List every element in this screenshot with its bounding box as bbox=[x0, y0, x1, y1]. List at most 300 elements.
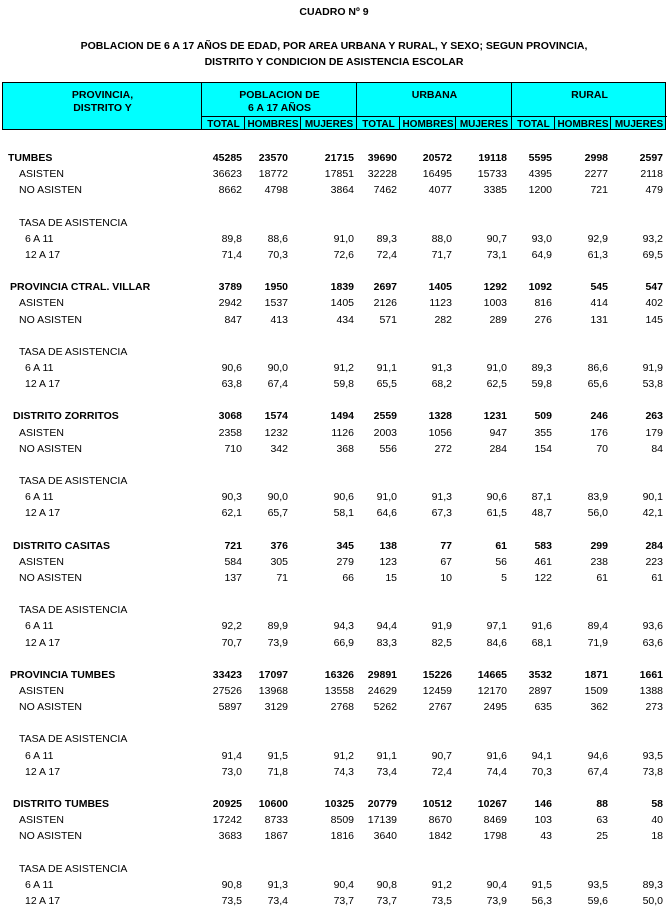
cell-value: 137 bbox=[224, 571, 242, 584]
subtitle-line-2: DISTRITO Y CONDICION DE ASISTENCIA ESCOLAR bbox=[204, 56, 464, 68]
cell-value: 238 bbox=[590, 555, 608, 568]
table-row bbox=[0, 215, 668, 231]
cell-value: 276 bbox=[534, 313, 552, 326]
cell-value: 8509 bbox=[330, 814, 354, 827]
cell-value: 7462 bbox=[373, 184, 397, 197]
row-label: 6 A 11 bbox=[25, 361, 54, 374]
table-row bbox=[0, 796, 668, 812]
cell-value: 91,1 bbox=[376, 749, 397, 762]
row-label: NO ASISTEN bbox=[19, 830, 83, 843]
cell-value: 72,4 bbox=[431, 765, 452, 778]
cell-value: 73,0 bbox=[221, 765, 242, 778]
row-label: ASISTEN bbox=[19, 814, 64, 827]
cell-value: 90,7 bbox=[486, 232, 507, 245]
table-header bbox=[2, 82, 666, 130]
row-label: PROVINCIA TUMBES bbox=[10, 668, 116, 681]
cell-value: 97,1 bbox=[486, 620, 507, 633]
table-row bbox=[0, 182, 668, 198]
row-label: TASA DE ASISTENCIA bbox=[19, 862, 128, 875]
cell-value: 91,2 bbox=[333, 361, 354, 374]
cell-value: 93,2 bbox=[642, 232, 663, 245]
cell-value: 289 bbox=[489, 313, 507, 326]
row-label: DISTRITO CASITAS bbox=[13, 539, 111, 552]
cell-value: 63,8 bbox=[221, 378, 242, 391]
cell-value: 61,3 bbox=[587, 248, 608, 261]
cell-value: 18 bbox=[651, 830, 663, 843]
cell-value: 91,4 bbox=[221, 749, 242, 762]
cell-value: 94,1 bbox=[531, 749, 552, 762]
cell-value: 90,0 bbox=[267, 361, 288, 374]
cell-value: 20925 bbox=[212, 798, 242, 810]
table-row bbox=[0, 586, 668, 602]
cell-value: 545 bbox=[590, 281, 608, 294]
cell-value: 123 bbox=[379, 555, 397, 568]
cell-value: 83,3 bbox=[376, 636, 397, 649]
table-row bbox=[0, 618, 668, 634]
cell-value: 362 bbox=[590, 701, 608, 714]
table-row bbox=[0, 166, 668, 182]
cell-value: 91,0 bbox=[333, 232, 354, 245]
table-row bbox=[0, 425, 668, 441]
cell-value: 17242 bbox=[212, 814, 242, 827]
cell-value: 3640 bbox=[373, 830, 397, 843]
cell-value: 1405 bbox=[330, 297, 354, 310]
cell-value: 5595 bbox=[528, 152, 552, 164]
cell-value: 413 bbox=[270, 313, 288, 326]
cell-value: 73,1 bbox=[486, 248, 507, 261]
row-label: NO ASISTEN bbox=[19, 184, 83, 197]
row-label: 12 A 17 bbox=[25, 765, 61, 778]
cell-value: 91,5 bbox=[531, 878, 552, 891]
header-sub-hombres: HOMBRES bbox=[557, 119, 609, 130]
cell-value: 1661 bbox=[639, 668, 663, 681]
header-rule bbox=[202, 116, 667, 117]
cell-value: 65,6 bbox=[587, 378, 608, 391]
cell-value: 1232 bbox=[264, 426, 288, 439]
cell-value: 84 bbox=[651, 442, 663, 455]
cell-value: 50,0 bbox=[642, 894, 663, 907]
cell-value: 39690 bbox=[367, 152, 397, 164]
cell-value: 1950 bbox=[264, 281, 288, 294]
header-urbana: URBANA bbox=[411, 89, 458, 101]
row-label: NO ASISTEN bbox=[19, 571, 83, 584]
cell-value: 1574 bbox=[264, 410, 288, 423]
cell-value: 345 bbox=[336, 539, 354, 552]
cell-value: 67,4 bbox=[267, 378, 288, 391]
cell-value: 355 bbox=[534, 426, 552, 439]
cell-value: 94,3 bbox=[333, 620, 354, 633]
cell-value: 1494 bbox=[330, 410, 354, 423]
cell-value: 61 bbox=[495, 539, 507, 552]
row-label: 12 A 17 bbox=[25, 378, 61, 391]
cell-value: 67 bbox=[440, 555, 452, 568]
cell-value: 91,3 bbox=[431, 491, 452, 504]
cell-value: 90,0 bbox=[267, 491, 288, 504]
cell-value: 91,0 bbox=[376, 491, 397, 504]
cell-value: 89,3 bbox=[531, 361, 552, 374]
cell-value: 56,0 bbox=[587, 507, 608, 520]
cell-value: 17851 bbox=[324, 168, 354, 181]
row-label: NO ASISTEN bbox=[19, 313, 83, 326]
cell-value: 63,6 bbox=[642, 636, 663, 649]
cell-value: 1388 bbox=[639, 684, 663, 697]
cell-value: 67,4 bbox=[587, 765, 608, 778]
cell-value: 10 bbox=[440, 571, 452, 584]
cell-value: 547 bbox=[645, 281, 663, 294]
row-label: 6 A 11 bbox=[25, 878, 54, 891]
cell-value: 2998 bbox=[584, 152, 608, 164]
subtitle-line-1: POBLACION DE 6 A 17 AÑOS DE EDAD, POR AREA URBANA Y RURAL, Y SEXO; SEGUN PROVINCIA, bbox=[80, 40, 588, 52]
table-row bbox=[0, 295, 668, 311]
table-row bbox=[0, 328, 668, 344]
cell-value: 1871 bbox=[584, 668, 608, 681]
cell-value: 3864 bbox=[330, 184, 354, 197]
cell-value: 74,4 bbox=[486, 765, 507, 778]
cell-value: 73,5 bbox=[221, 894, 242, 907]
cell-value: 19118 bbox=[478, 152, 507, 164]
cell-value: 61 bbox=[651, 571, 663, 584]
cell-value: 65,5 bbox=[376, 378, 397, 391]
cell-value: 65,7 bbox=[267, 507, 288, 520]
cell-value: 82,5 bbox=[431, 636, 452, 649]
cell-value: 284 bbox=[489, 442, 507, 455]
cell-value: 53,8 bbox=[642, 378, 663, 391]
cell-value: 263 bbox=[645, 410, 663, 423]
cell-value: 91,6 bbox=[531, 620, 552, 633]
table-row bbox=[0, 505, 668, 521]
cell-value: 2277 bbox=[584, 168, 608, 181]
cell-value: 2495 bbox=[483, 701, 507, 714]
cell-value: 1842 bbox=[428, 830, 452, 843]
table-row bbox=[0, 457, 668, 473]
cell-value: 176 bbox=[590, 426, 608, 439]
table-row bbox=[0, 602, 668, 618]
cell-value: 90,4 bbox=[333, 878, 354, 891]
cell-value: 89,4 bbox=[587, 620, 608, 633]
cell-value: 89,8 bbox=[221, 232, 242, 245]
cell-value: 2358 bbox=[218, 426, 242, 439]
cell-value: 10512 bbox=[422, 798, 452, 810]
cell-value: 73,4 bbox=[267, 894, 288, 907]
table-row bbox=[0, 263, 668, 279]
cell-value: 1292 bbox=[483, 281, 507, 294]
table-title: CUADRO Nº 9 bbox=[299, 6, 369, 18]
table-row bbox=[0, 764, 668, 780]
cell-value: 2559 bbox=[373, 410, 397, 423]
cell-value: 122 bbox=[534, 571, 552, 584]
cell-value: 847 bbox=[224, 313, 242, 326]
cell-value: 342 bbox=[270, 442, 288, 455]
cell-value: 414 bbox=[590, 297, 608, 310]
cell-value: 10600 bbox=[258, 798, 288, 810]
cell-value: 70,7 bbox=[221, 636, 242, 649]
table-row bbox=[0, 877, 668, 893]
cell-value: 2003 bbox=[373, 426, 397, 439]
table-row bbox=[0, 554, 668, 570]
cell-value: 1798 bbox=[483, 830, 507, 843]
cell-value: 71,4 bbox=[221, 248, 242, 261]
table-row bbox=[0, 667, 668, 683]
cell-value: 223 bbox=[645, 555, 663, 568]
header-sub-total: TOTAL bbox=[207, 119, 240, 130]
table-row bbox=[0, 231, 668, 247]
cell-value: 70 bbox=[596, 442, 608, 455]
cell-value: 1231 bbox=[483, 410, 507, 423]
cell-value: 71 bbox=[276, 571, 288, 584]
cell-value: 91,6 bbox=[486, 749, 507, 762]
cell-value: 91,9 bbox=[431, 620, 452, 633]
cell-value: 20572 bbox=[422, 152, 452, 164]
cell-value: 816 bbox=[534, 297, 552, 310]
cell-value: 131 bbox=[590, 313, 608, 326]
row-label: PROVINCIA CTRAL. VILLAR bbox=[10, 281, 151, 294]
cell-value: 73,5 bbox=[431, 894, 452, 907]
cell-value: 83,9 bbox=[587, 491, 608, 504]
cell-value: 91,0 bbox=[486, 361, 507, 374]
cell-value: 84,6 bbox=[486, 636, 507, 649]
cell-value: 72,6 bbox=[333, 248, 354, 261]
row-label: TASA DE ASISTENCIA bbox=[19, 345, 128, 358]
cell-value: 90,4 bbox=[486, 878, 507, 891]
cell-value: 8662 bbox=[218, 184, 242, 197]
cell-value: 15733 bbox=[477, 168, 507, 181]
cell-value: 20779 bbox=[367, 798, 397, 810]
cell-value: 272 bbox=[434, 442, 452, 455]
cell-value: 10267 bbox=[477, 798, 507, 810]
cell-value: 87,1 bbox=[531, 491, 552, 504]
cell-value: 86,6 bbox=[587, 361, 608, 374]
cell-value: 1405 bbox=[428, 281, 452, 294]
cell-value: 1200 bbox=[528, 184, 552, 197]
cell-value: 2126 bbox=[373, 297, 397, 310]
cell-value: 59,8 bbox=[531, 378, 552, 391]
cell-value: 710 bbox=[224, 442, 242, 455]
cell-value: 3789 bbox=[218, 281, 242, 294]
table-row bbox=[0, 812, 668, 828]
cell-value: 2897 bbox=[528, 684, 552, 697]
cell-value: 70,3 bbox=[267, 248, 288, 261]
cell-value: 571 bbox=[379, 313, 397, 326]
table-row bbox=[0, 360, 668, 376]
cell-value: 59,6 bbox=[587, 894, 608, 907]
cell-value: 146 bbox=[534, 798, 552, 810]
row-label: 6 A 11 bbox=[25, 749, 54, 762]
cell-value: 90,3 bbox=[221, 491, 242, 504]
cell-value: 90,8 bbox=[221, 878, 242, 891]
header-sub-mujeres: MUJERES bbox=[304, 119, 354, 130]
cell-value: 1839 bbox=[330, 281, 354, 294]
cell-value: 93,5 bbox=[587, 878, 608, 891]
cell-value: 145 bbox=[645, 313, 663, 326]
cell-value: 1123 bbox=[429, 297, 452, 310]
cell-value: 91,5 bbox=[267, 749, 288, 762]
row-label: TUMBES bbox=[8, 152, 53, 164]
cell-value: 62,5 bbox=[486, 378, 507, 391]
table-row bbox=[0, 715, 668, 731]
cell-value: 91,9 bbox=[642, 361, 663, 374]
cell-value: 68,2 bbox=[431, 378, 452, 391]
table-row bbox=[0, 521, 668, 537]
header-provincia: PROVINCIA, DISTRITO Y bbox=[71, 89, 134, 114]
cell-value: 23570 bbox=[258, 152, 288, 164]
cell-value: 93,0 bbox=[531, 232, 552, 245]
cell-value: 68,1 bbox=[531, 636, 552, 649]
table-row bbox=[0, 441, 668, 457]
cell-value: 16326 bbox=[324, 668, 354, 681]
table-row bbox=[0, 699, 668, 715]
table-row bbox=[0, 893, 668, 909]
cell-value: 12459 bbox=[422, 684, 452, 697]
cell-value: 1816 bbox=[330, 830, 354, 843]
table-row bbox=[0, 376, 668, 392]
cell-value: 305 bbox=[270, 555, 288, 568]
cell-value: 42,1 bbox=[642, 507, 663, 520]
table-subtitle bbox=[0, 38, 668, 70]
cell-value: 3385 bbox=[483, 184, 507, 197]
cell-value: 10325 bbox=[324, 798, 354, 810]
cell-value: 17139 bbox=[367, 814, 397, 827]
cell-value: 461 bbox=[534, 555, 552, 568]
cell-value: 90,6 bbox=[333, 491, 354, 504]
table-row bbox=[0, 731, 668, 747]
cell-value: 73,9 bbox=[486, 894, 507, 907]
header-poblacion: POBLACION DE 6 A 17 AÑOS bbox=[239, 89, 320, 114]
cell-value: 89,9 bbox=[267, 620, 288, 633]
cell-value: 1509 bbox=[584, 684, 608, 697]
table-row bbox=[0, 538, 668, 554]
cell-value: 71,9 bbox=[587, 636, 608, 649]
cell-value: 368 bbox=[336, 442, 354, 455]
row-label: ASISTEN bbox=[19, 168, 64, 181]
cell-value: 2597 bbox=[639, 152, 663, 164]
cell-value: 2697 bbox=[373, 281, 397, 294]
cell-value: 40 bbox=[651, 814, 663, 827]
header-sub-total: TOTAL bbox=[362, 119, 395, 130]
cell-value: 13558 bbox=[324, 684, 354, 697]
row-label: 6 A 11 bbox=[25, 491, 54, 504]
cell-value: 63 bbox=[596, 814, 608, 827]
cell-value: 64,6 bbox=[376, 507, 397, 520]
table-row bbox=[0, 392, 668, 408]
cell-value: 61,5 bbox=[486, 507, 507, 520]
row-label: TASA DE ASISTENCIA bbox=[19, 604, 128, 617]
cell-value: 15226 bbox=[422, 668, 452, 681]
row-label: 6 A 11 bbox=[25, 232, 54, 245]
row-label: TASA DE ASISTENCIA bbox=[19, 475, 128, 487]
table-row bbox=[0, 344, 668, 360]
cell-value: 58,1 bbox=[333, 507, 354, 520]
row-label: ASISTEN bbox=[19, 555, 64, 568]
cell-value: 89,3 bbox=[376, 232, 397, 245]
cell-value: 13968 bbox=[258, 684, 288, 697]
cell-value: 59,8 bbox=[333, 378, 354, 391]
cell-value: 91,3 bbox=[431, 361, 452, 374]
cell-value: 73,7 bbox=[333, 894, 354, 907]
table-row bbox=[0, 748, 668, 764]
cell-value: 43 bbox=[540, 830, 552, 843]
cell-value: 18772 bbox=[258, 168, 288, 181]
cell-value: 92,9 bbox=[587, 232, 608, 245]
cell-value: 93,6 bbox=[642, 620, 663, 633]
cell-value: 89,3 bbox=[642, 878, 663, 891]
cell-value: 8733 bbox=[264, 814, 288, 827]
table-row bbox=[0, 844, 668, 860]
cell-value: 61 bbox=[596, 571, 608, 584]
row-label: NO ASISTEN bbox=[19, 701, 83, 714]
header-sub-total: TOTAL bbox=[517, 119, 550, 130]
header-rural: RURAL bbox=[571, 89, 608, 101]
cell-value: 3683 bbox=[218, 830, 242, 843]
table-row bbox=[0, 828, 668, 844]
table-row bbox=[0, 489, 668, 505]
row-label: ASISTEN bbox=[19, 426, 64, 439]
header-sub-hombres: HOMBRES bbox=[247, 119, 299, 130]
cell-value: 14665 bbox=[477, 668, 507, 681]
cell-value: 24629 bbox=[367, 684, 397, 697]
cell-value: 1056 bbox=[428, 426, 452, 439]
row-label: NO ASISTEN bbox=[19, 442, 83, 455]
table-row bbox=[0, 635, 668, 651]
cell-value: 947 bbox=[489, 426, 507, 439]
row-label: 6 A 11 bbox=[25, 620, 54, 633]
cell-value: 73,4 bbox=[376, 765, 397, 778]
cell-value: 73,9 bbox=[267, 636, 288, 649]
cell-value: 273 bbox=[645, 701, 663, 714]
cell-value: 4798 bbox=[264, 184, 288, 197]
table-row bbox=[0, 198, 668, 214]
row-label: 12 A 17 bbox=[25, 894, 61, 907]
cell-value: 376 bbox=[270, 539, 288, 552]
row-label: ASISTEN bbox=[19, 297, 64, 310]
cell-value: 635 bbox=[534, 701, 552, 714]
cell-value: 179 bbox=[645, 426, 663, 439]
table-row bbox=[0, 683, 668, 699]
cell-value: 402 bbox=[645, 297, 663, 310]
cell-value: 74,3 bbox=[333, 765, 354, 778]
cell-value: 88 bbox=[596, 798, 608, 810]
table-row bbox=[0, 473, 668, 489]
cell-value: 90,1 bbox=[642, 491, 663, 504]
cell-value: 434 bbox=[336, 313, 354, 326]
cell-value: 279 bbox=[336, 555, 354, 568]
cell-value: 1126 bbox=[331, 426, 354, 439]
row-label: DISTRITO TUMBES bbox=[13, 798, 110, 810]
cell-value: 90,6 bbox=[221, 361, 242, 374]
cell-value: 67,3 bbox=[431, 507, 452, 520]
cell-value: 91,2 bbox=[431, 878, 452, 891]
cell-value: 29891 bbox=[367, 668, 397, 681]
cell-value: 2767 bbox=[428, 701, 452, 714]
cell-value: 64,9 bbox=[531, 248, 552, 261]
cell-value: 1003 bbox=[483, 297, 507, 310]
cell-value: 5262 bbox=[373, 701, 397, 714]
cell-value: 88,0 bbox=[431, 232, 452, 245]
row-label: ASISTEN bbox=[19, 684, 64, 697]
cell-value: 5 bbox=[501, 571, 507, 584]
cell-value: 2942 bbox=[218, 297, 242, 310]
cell-value: 94,6 bbox=[587, 749, 608, 762]
cell-value: 284 bbox=[645, 539, 663, 552]
cell-value: 299 bbox=[590, 539, 608, 552]
cell-value: 21715 bbox=[324, 152, 354, 164]
cell-value: 73,8 bbox=[642, 765, 663, 778]
cell-value: 70,3 bbox=[531, 765, 552, 778]
cell-value: 33423 bbox=[212, 668, 242, 681]
cell-value: 721 bbox=[590, 184, 608, 197]
cell-value: 721 bbox=[224, 539, 242, 552]
cell-value: 479 bbox=[645, 184, 663, 197]
cell-value: 90,6 bbox=[486, 491, 507, 504]
